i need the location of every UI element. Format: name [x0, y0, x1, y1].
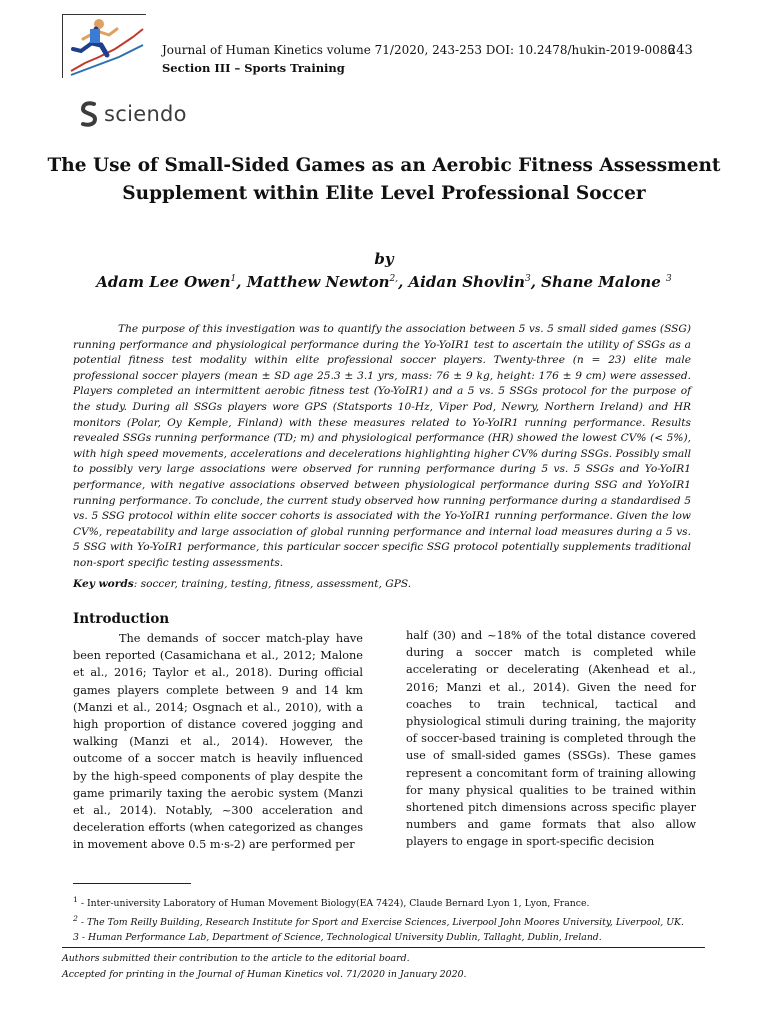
bottom-divider — [62, 947, 705, 948]
submission-note: Authors submitted their contribution to the article to the editorial board. — [62, 953, 410, 964]
footnote — [73, 911, 713, 930]
sciendo-s-icon — [80, 100, 98, 128]
runner-logo-icon — [63, 15, 147, 79]
author-name: Aidan Shovlin — [408, 273, 525, 291]
by-label: by — [374, 250, 394, 268]
author-affiliation: 3 — [665, 274, 672, 284]
author-affiliation: 3 — [524, 274, 531, 284]
author-affiliation: 2, — [389, 274, 399, 284]
author-name: Matthew Newton — [246, 273, 390, 291]
author-affiliation: 1 — [230, 274, 237, 284]
footnote-mark: 1 — [73, 895, 78, 904]
author-name: Adam Lee Owen — [96, 273, 231, 291]
publisher-logo — [80, 100, 187, 128]
body-column-right: half (30) and ~18% of the total distance covered during a soccer match is completed while accelerating or decelerating (Akenhead et al., 2016; Manzi et al., 2014). Given the need for coaches to train technical, tactical and physiological stimuli during training, the majority of soccer-based training is completed through the use of small-sided games (SSGs). These games represent a concomitant form of training allowing for many physical qualities to be trained within shortened pitch dimensions across specific player numbers and game formats that also allow players to engage in sport-specific decision — [406, 629, 696, 849]
editorial-notes — [62, 951, 467, 983]
publisher-name: sciendo — [104, 102, 187, 126]
author-list — [0, 273, 768, 291]
footnote-mark: 2 — [73, 914, 78, 924]
section-label: Section III – Sports Training — [162, 61, 345, 75]
footnote — [73, 930, 713, 945]
footnote-text: 3 - Human Performance Lab, Department of Science, Technological University Dublin, Tallaght, Dublin, Ireland. — [73, 932, 602, 944]
body-column-left: The demands of soccer match-play have been reported (Casamichana et al., 2012; Malone et al., 2016; Taylor et al., 2018). During official games players complete between 9 and 14 km (Manzi et al., 2014; Osgnach et al., 2010), with a high proportion of distance covered jogging and walking (Manzi et al., 2014). However, the outcome of a soccer match is heavily influenced by the high-speed components of play despite the game primarily taxing the aerobic system (Manzi et al., 2014). Notably, ~300 acceleration and deceleration efforts (when categorized as changes in movement above 0.5 m·s-2) are performed per — [73, 632, 363, 852]
title-line-1: The Use of Small-Sided Games as an Aerobic Fitness Assessment — [47, 155, 721, 176]
author-name: Shane Malone — [541, 273, 666, 291]
journal-logo — [62, 14, 146, 78]
footnote-text: - Inter-university Laboratory of Human Movement Biology(EA 7424), Claude Bernard Lyon 1, Lyon, France. — [77, 898, 590, 910]
article-title — [40, 152, 728, 208]
section-heading: Introduction — [73, 611, 170, 627]
author-separator: , — [530, 273, 542, 291]
title-line-2: Supplement within Elite Level Professional Soccer — [122, 183, 646, 204]
page-number: 243 — [668, 43, 693, 58]
footnotes — [73, 892, 713, 945]
author-separator: , — [236, 273, 247, 291]
author-separator: , — [398, 273, 409, 291]
footnote-divider — [73, 883, 191, 884]
keywords — [73, 578, 691, 590]
keywords-list: : soccer, training, testing, fitness, assessment, GPS. — [133, 578, 412, 590]
acceptance-note: Accepted for printing in the Journal of Human Kinetics vol. 71/2020 in January 2020. — [62, 969, 467, 980]
footnote — [73, 892, 713, 911]
journal-citation: Journal of Human Kinetics volume 71/2020, 243-253 DOI: 10.2478/hukin-2019-0086 — [162, 43, 675, 57]
abstract: The purpose of this investigation was to quantify the association between 5 vs. 5 small sided games (SSG) running performance and physiological performance during the Yo-YoIR1 test to ascertain the utility of SSGs as a potential fitness test modality within elite professional soccer players. Twenty-three (n = 23) elite male professional soccer players (mean ± SD age 25.3 ± 3.1 yrs, mass: 76 ± 9 kg, height: 176 ± 9 cm) were assessed. Players completed an intermittent aerobic fitness test (Yo-YoIR1) and a 5 vs. 5 SSGs protocol for the purpose of the study. During all SSGs players wore GPS (Statsports 10-Hz, Viper Pod, Newry, Northern Ireland) and HR monitors (Polar, Oy Kemple, Finland) with these measures related to Yo-YoIR1 running performance. Results revealed SSGs running performance (TD; m) and physiological performance (HR) showed the lowest CV% (< 5%), with high speed movements, accelerations and decelerations highlighting higher CV% during SSGs. Possibly small to possibly very large associations were observed for running performance during 5 vs. 5 SSGs and Yo-YoIR1 performance, with negative associations observed between physiological performance during SSG and YoYoIR1 running performance. To conclude, the current study observed how running performance during a standardised 5 vs. 5 SSG protocol within elite soccer cohorts is associated with the Yo-YoIR1 running performance. Given the low CV%, repeatability and large association of global running performance and internal load measures during a 5 vs. 5 SSG with Yo-YoIR1 performance, this particular soccer specific SSG protocol potentially supplements traditional non-sport specific testing assessments. — [73, 323, 691, 569]
footnote-text: - The Tom Reilly Building, Research Institute for Sport and Exercise Sciences, Liverpool John Moores University, Liverpool, UK. — [77, 917, 684, 929]
keywords-label: Key words — [73, 578, 134, 590]
